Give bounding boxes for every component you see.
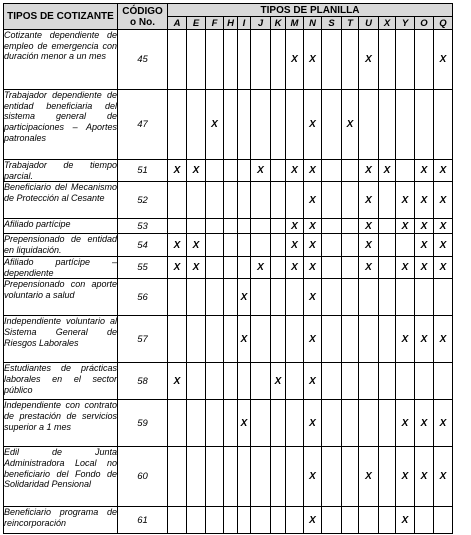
planilla-mark-cell: X (415, 219, 434, 234)
planilla-letter-header: X (379, 17, 396, 30)
planilla-mark-cell: X (187, 160, 206, 182)
planilla-mark-cell (224, 279, 238, 316)
planilla-mark-cell: X (434, 234, 453, 256)
planilla-mark-cell: X (286, 256, 304, 278)
planilla-mark-cell (251, 400, 271, 447)
planilla-mark-cell (238, 256, 251, 278)
planilla-mark-cell (322, 160, 342, 182)
planilla-mark-cell (168, 90, 187, 160)
planilla-mark-cell (379, 279, 396, 316)
planilla-mark-cell (251, 90, 271, 160)
planilla-mark-cell (271, 234, 286, 256)
planilla-mark-cell (286, 316, 304, 363)
planilla-mark-cell (187, 279, 206, 316)
planilla-letter-header: S (322, 17, 342, 30)
table-row (4, 234, 453, 256)
planilla-mark-cell (379, 363, 396, 400)
planilla-mark-cell: X (396, 400, 415, 447)
planilla-mark-cell (396, 30, 415, 90)
planilla-mark-cell (206, 400, 224, 447)
cotizante-code: 56 (118, 279, 168, 316)
planilla-mark-cell (187, 400, 206, 447)
planilla-letter-header: A (168, 17, 187, 30)
planilla-mark-cell: X (304, 279, 322, 316)
planilla-mark-cell (168, 30, 187, 90)
planilla-mark-cell (206, 30, 224, 90)
planilla-mark-cell: X (434, 160, 453, 182)
planilla-mark-cell: X (304, 363, 322, 400)
cotizante-description: Cotizante dependiente de empleo de emergencia con duración menor a un mes (4, 30, 118, 90)
planilla-mark-cell (415, 30, 434, 90)
table-row (4, 507, 453, 534)
planilla-mark-cell (342, 256, 359, 278)
planilla-letter-header: Q (434, 17, 453, 30)
planilla-mark-cell: X (396, 256, 415, 278)
planilla-mark-cell (322, 219, 342, 234)
planilla-mark-cell: X (304, 316, 322, 363)
cotizante-description: Afiliado partícipe (4, 219, 118, 234)
planilla-mark-cell (396, 234, 415, 256)
planilla-mark-cell (415, 90, 434, 160)
planilla-mark-cell (434, 90, 453, 160)
planilla-mark-cell (187, 447, 206, 507)
planilla-mark-cell: X (286, 160, 304, 182)
planilla-letter-header: T (342, 17, 359, 30)
planilla-mark-cell (322, 507, 342, 534)
planilla-mark-cell (342, 234, 359, 256)
planilla-mark-cell (168, 447, 187, 507)
header-tipos-cotizante: TIPOS DE COTIZANTE (4, 4, 118, 30)
cotizante-description: Beneficiario programa de reincorporación (4, 507, 118, 534)
planilla-mark-cell (251, 363, 271, 400)
cotizante-code: 59 (118, 400, 168, 447)
planilla-mark-cell: X (168, 256, 187, 278)
planilla-mark-cell (271, 279, 286, 316)
planilla-mark-cell (238, 219, 251, 234)
planilla-mark-cell (224, 90, 238, 160)
planilla-mark-cell (271, 182, 286, 219)
planilla-mark-cell (224, 30, 238, 90)
planilla-mark-cell (379, 234, 396, 256)
planilla-mark-cell (224, 234, 238, 256)
planilla-mark-cell (224, 182, 238, 219)
table-row (4, 90, 453, 160)
planilla-mark-cell (322, 363, 342, 400)
planilla-mark-cell: X (415, 234, 434, 256)
planilla-mark-cell: X (168, 160, 187, 182)
planilla-mark-cell (238, 234, 251, 256)
planilla-mark-cell: X (434, 30, 453, 90)
planilla-mark-cell (396, 90, 415, 160)
planilla-mark-cell (271, 30, 286, 90)
planilla-mark-cell (286, 363, 304, 400)
planilla-letter-header: E (187, 17, 206, 30)
planilla-letter-header: U (359, 17, 379, 30)
planilla-mark-cell (238, 507, 251, 534)
cotizante-description: Beneficiario del Mecanismo de Protección al Cesante (4, 182, 118, 219)
cotizante-description: Independiente con contrato de prestación de servicios superior a 1 mes (4, 400, 118, 447)
planilla-mark-cell (206, 219, 224, 234)
table-row (4, 279, 453, 316)
planilla-mark-cell: X (359, 219, 379, 234)
planilla-mark-cell: X (359, 160, 379, 182)
planilla-letter-header: Y (396, 17, 415, 30)
planilla-mark-cell: X (238, 400, 251, 447)
planilla-mark-cell: X (396, 507, 415, 534)
planilla-mark-cell (322, 256, 342, 278)
planilla-mark-cell (206, 234, 224, 256)
planilla-mark-cell (224, 447, 238, 507)
planilla-mark-cell (396, 160, 415, 182)
planilla-mark-cell: X (359, 256, 379, 278)
planilla-mark-cell: X (415, 316, 434, 363)
planilla-letter-header: I (238, 17, 251, 30)
planilla-mark-cell (168, 182, 187, 219)
planilla-mark-cell (322, 182, 342, 219)
planilla-letter-header: F (206, 17, 224, 30)
planilla-mark-cell (271, 507, 286, 534)
cotizante-description: Prepensionado con aporte voluntario a salud (4, 279, 118, 316)
planilla-mark-cell (251, 30, 271, 90)
planilla-mark-cell: X (304, 182, 322, 219)
planilla-mark-cell: X (415, 400, 434, 447)
header-tipos-planilla: TIPOS DE PLANILLA (168, 4, 453, 17)
planilla-mark-cell (168, 279, 187, 316)
planilla-mark-cell (342, 182, 359, 219)
planilla-mark-cell (271, 160, 286, 182)
planilla-mark-cell (187, 219, 206, 234)
planilla-mark-cell (168, 400, 187, 447)
planilla-mark-cell (434, 363, 453, 400)
planilla-mark-cell (359, 363, 379, 400)
planilla-mark-cell (271, 90, 286, 160)
planilla-mark-cell: X (187, 234, 206, 256)
table-row (4, 256, 453, 278)
planilla-mark-cell: X (206, 90, 224, 160)
table-row (4, 363, 453, 400)
planilla-mark-cell (271, 219, 286, 234)
planilla-mark-cell (379, 507, 396, 534)
planilla-mark-cell: X (434, 316, 453, 363)
cotizante-description: Independiente voluntario al Sistema General de Riesgos Laborales (4, 316, 118, 363)
table-row (4, 160, 453, 182)
planilla-mark-cell (359, 400, 379, 447)
planilla-mark-cell: X (304, 30, 322, 90)
table-row (4, 182, 453, 219)
cotizante-code: 53 (118, 219, 168, 234)
cotizante-description: Edil de Junta Administradora Local no beneficiario del Fondo de Solidaridad Pensional (4, 447, 118, 507)
planilla-mark-cell (206, 316, 224, 363)
cotizante-code: 51 (118, 160, 168, 182)
planilla-mark-cell: X (434, 219, 453, 234)
planilla-mark-cell (251, 507, 271, 534)
planilla-mark-cell (238, 30, 251, 90)
planilla-mark-cell: X (286, 234, 304, 256)
planilla-mark-cell: X (415, 160, 434, 182)
planilla-mark-cell (342, 30, 359, 90)
planilla-mark-cell (322, 400, 342, 447)
planilla-letter-header: N (304, 17, 322, 30)
cotizante-code: 55 (118, 256, 168, 278)
table-row (4, 30, 453, 90)
planilla-mark-cell (187, 90, 206, 160)
planilla-mark-cell (322, 30, 342, 90)
planilla-mark-cell (187, 30, 206, 90)
planilla-mark-cell: X (396, 447, 415, 507)
planilla-mark-cell (187, 507, 206, 534)
planilla-mark-cell (251, 447, 271, 507)
planilla-mark-cell (322, 447, 342, 507)
planilla-mark-cell (359, 316, 379, 363)
planilla-mark-cell (342, 160, 359, 182)
planilla-mark-cell: X (304, 234, 322, 256)
planilla-mark-cell (224, 256, 238, 278)
planilla-mark-cell: X (168, 234, 187, 256)
planilla-mark-cell (238, 160, 251, 182)
planilla-mark-cell: X (415, 256, 434, 278)
planilla-mark-cell (206, 507, 224, 534)
planilla-mark-cell: X (396, 182, 415, 219)
planilla-mark-cell: X (238, 279, 251, 316)
planilla-mark-cell (271, 447, 286, 507)
planilla-mark-cell (434, 507, 453, 534)
planilla-mark-cell (286, 447, 304, 507)
table-row (4, 400, 453, 447)
planilla-mark-cell (206, 447, 224, 507)
planilla-mark-cell (342, 400, 359, 447)
planilla-mark-cell (379, 90, 396, 160)
planilla-mark-cell (434, 279, 453, 316)
table-row (4, 316, 453, 363)
planilla-mark-cell: X (286, 219, 304, 234)
cotizante-description: Trabajador de tiempo parcial. (4, 160, 117, 181)
planilla-mark-cell (187, 316, 206, 363)
planilla-mark-cell (379, 219, 396, 234)
planilla-mark-cell (224, 363, 238, 400)
planilla-mark-cell (286, 182, 304, 219)
planilla-mark-cell (224, 219, 238, 234)
planilla-mark-cell (342, 316, 359, 363)
header-codigo: CÓDIGO o No. (118, 4, 168, 30)
planilla-mark-cell (286, 279, 304, 316)
planilla-mark-cell: X (434, 256, 453, 278)
planilla-letter-header: O (415, 17, 434, 30)
planilla-mark-cell (322, 90, 342, 160)
planilla-mark-cell (238, 363, 251, 400)
planilla-mark-cell: X (379, 160, 396, 182)
planilla-mark-cell (342, 447, 359, 507)
planilla-mark-cell: X (434, 182, 453, 219)
planilla-mark-cell (286, 507, 304, 534)
table-body (4, 30, 453, 534)
table-row (4, 219, 453, 234)
cotizante-code: 58 (118, 363, 168, 400)
planilla-mark-cell (322, 279, 342, 316)
cotizante-code: 47 (118, 90, 168, 160)
planilla-mark-cell (415, 363, 434, 400)
planilla-mark-cell: X (251, 256, 271, 278)
planilla-mark-cell (396, 279, 415, 316)
planilla-mark-cell (206, 256, 224, 278)
header-row (4, 4, 453, 17)
planilla-mark-cell: X (304, 400, 322, 447)
cotizante-code: 52 (118, 182, 168, 219)
planilla-mark-cell: X (304, 507, 322, 534)
planilla-mark-cell: X (396, 219, 415, 234)
planilla-mark-cell (168, 219, 187, 234)
planilla-mark-cell (187, 182, 206, 219)
cotizante-code: 57 (118, 316, 168, 363)
planilla-mark-cell (359, 279, 379, 316)
planilla-mark-cell (224, 507, 238, 534)
planilla-mark-cell (251, 182, 271, 219)
planilla-mark-cell: X (359, 234, 379, 256)
planilla-mark-cell (271, 316, 286, 363)
planilla-mark-cell: X (304, 447, 322, 507)
planilla-mark-cell (224, 160, 238, 182)
planilla-mark-cell (322, 234, 342, 256)
planilla-mark-cell: X (286, 30, 304, 90)
planilla-mark-cell: X (396, 316, 415, 363)
planilla-letter-header: M (286, 17, 304, 30)
planilla-mark-cell (379, 447, 396, 507)
planilla-letter-header: K (271, 17, 286, 30)
planilla-mark-cell (251, 219, 271, 234)
planilla-mark-cell: X (359, 447, 379, 507)
planilla-mark-cell: X (271, 363, 286, 400)
planilla-mark-cell (415, 507, 434, 534)
planilla-mark-cell (168, 507, 187, 534)
planilla-mark-cell (168, 316, 187, 363)
planilla-mark-cell: X (304, 160, 322, 182)
planilla-mark-cell (379, 316, 396, 363)
planilla-mark-cell (359, 90, 379, 160)
planilla-mark-cell (379, 400, 396, 447)
planilla-mark-cell: X (187, 256, 206, 278)
planilla-mark-cell (342, 219, 359, 234)
planilla-mark-cell: X (342, 90, 359, 160)
planilla-mark-cell (251, 279, 271, 316)
planilla-mark-cell (379, 256, 396, 278)
planilla-mark-cell: X (359, 182, 379, 219)
planilla-mark-cell (322, 316, 342, 363)
planilla-mark-cell (415, 279, 434, 316)
cotizante-code: 61 (118, 507, 168, 534)
table-row (4, 447, 453, 507)
cotizante-description: Estudiantes de prácticas laborales en el sector público (4, 363, 118, 400)
planilla-mark-cell: X (304, 219, 322, 234)
planilla-mark-cell (206, 182, 224, 219)
planilla-mark-cell (206, 363, 224, 400)
cotizante-code: 45 (118, 30, 168, 90)
planilla-mark-cell (187, 363, 206, 400)
planilla-letter-header: J (251, 17, 271, 30)
planilla-mark-cell (224, 400, 238, 447)
planilla-mark-cell (238, 182, 251, 219)
planilla-mark-cell: X (238, 316, 251, 363)
planilla-mark-cell (286, 90, 304, 160)
planilla-mark-cell (224, 316, 238, 363)
planilla-mark-cell (271, 256, 286, 278)
planilla-letter-header: H (224, 17, 238, 30)
cotizante-description: Afiliado partícipe – dependiente (4, 256, 117, 278)
planilla-mark-cell (286, 400, 304, 447)
cotizante-description: Prepensionado de entidad en liquidación. (4, 234, 117, 256)
cotizante-description: Trabajador dependiente de entidad beneficiaria del sistema general de participaciones – Aportes patronales (4, 90, 118, 160)
planilla-mark-cell (342, 363, 359, 400)
planilla-mark-cell: X (251, 160, 271, 182)
planilla-mark-cell (379, 30, 396, 90)
planilla-mark-cell (359, 507, 379, 534)
planilla-mark-cell: X (304, 90, 322, 160)
planilla-mark-cell (206, 279, 224, 316)
planilla-mark-cell: X (415, 447, 434, 507)
planilla-mark-cell (251, 316, 271, 363)
cotizante-code: 60 (118, 447, 168, 507)
planilla-mark-cell: X (415, 182, 434, 219)
planilla-table (3, 3, 453, 534)
planilla-mark-cell (238, 447, 251, 507)
planilla-mark-cell (271, 400, 286, 447)
planilla-mark-cell (342, 507, 359, 534)
planilla-mark-cell (396, 363, 415, 400)
planilla-mark-cell (206, 160, 224, 182)
planilla-mark-cell: X (434, 447, 453, 507)
planilla-mark-cell (238, 90, 251, 160)
planilla-mark-cell: X (168, 363, 187, 400)
planilla-mark-cell (342, 279, 359, 316)
planilla-mark-cell: X (359, 30, 379, 90)
planilla-mark-cell (251, 234, 271, 256)
planilla-mark-cell: X (304, 256, 322, 278)
cotizante-code: 54 (118, 234, 168, 256)
planilla-mark-cell: X (434, 400, 453, 447)
planilla-mark-cell (379, 182, 396, 219)
